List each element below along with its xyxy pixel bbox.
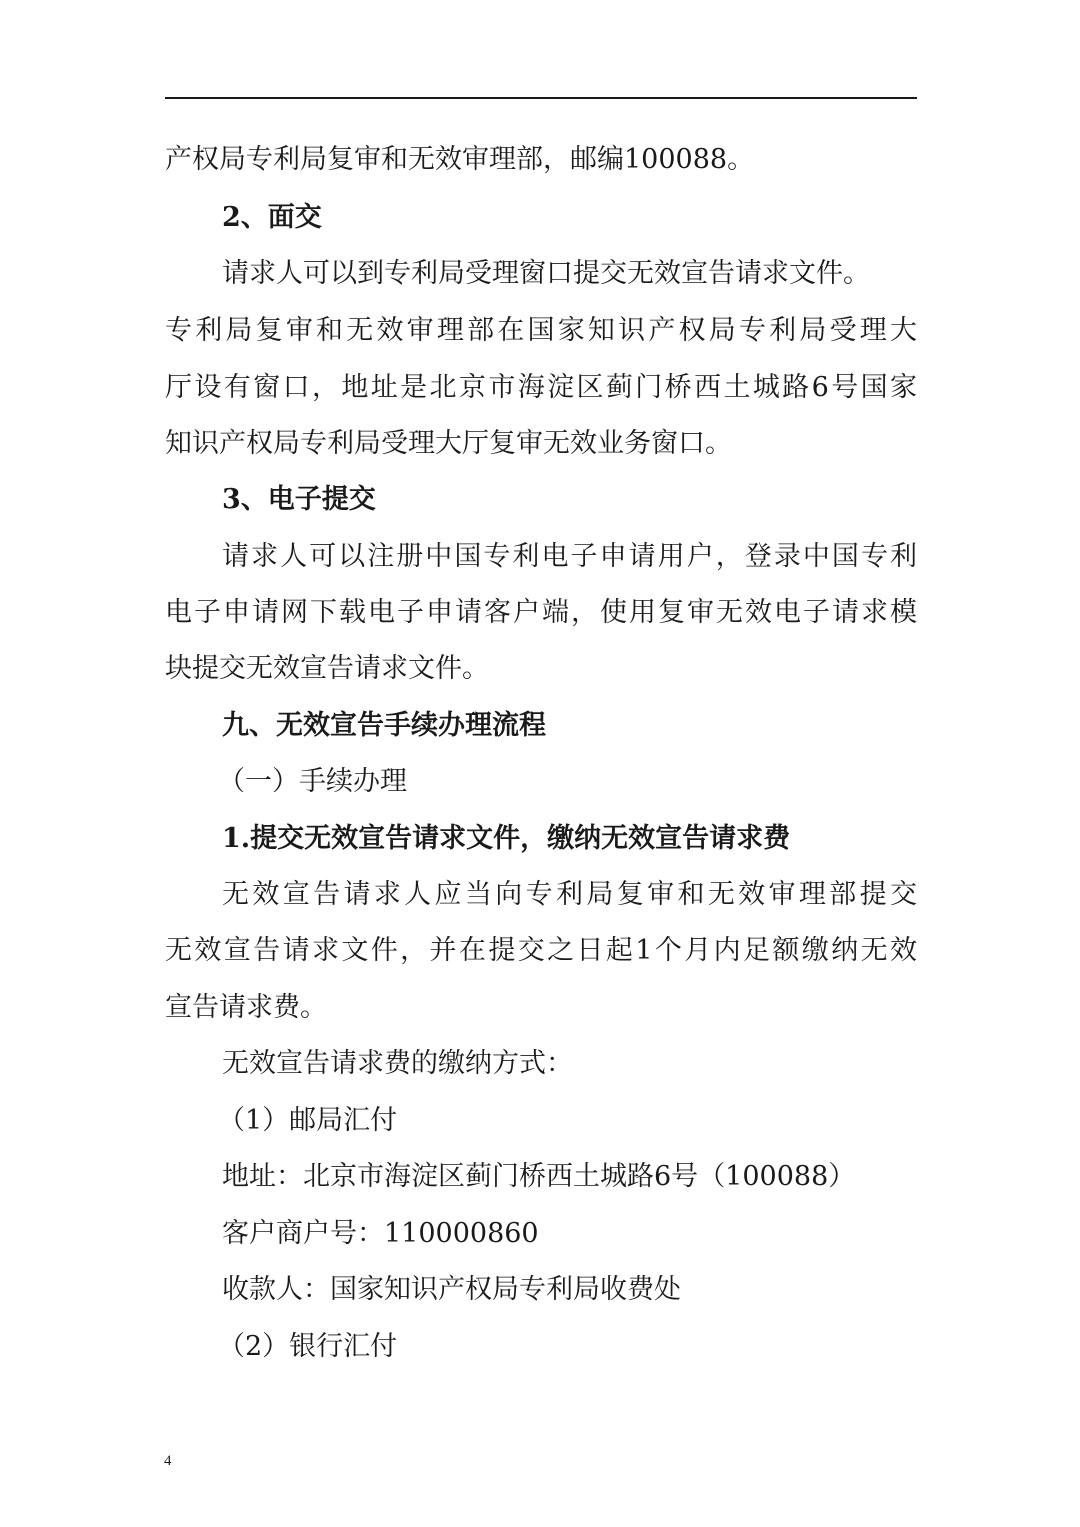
list-item-bank: （2）银行汇付	[218, 1331, 398, 1362]
paragraph-line: 请求人可以到专利局受理窗口提交无效宣告请求文件。	[222, 258, 870, 289]
header-rule	[165, 97, 917, 99]
paragraph-line: 电子申请网下载电子申请客户端，使用复审无效电子请求模	[165, 597, 917, 628]
list-item-post-office: （1）邮局汇付	[218, 1105, 398, 1136]
subheading-electronic: 3、电子提交	[222, 484, 376, 515]
paragraph-line: 无效宣告请求人应当向专利局复审和无效审理部提交	[222, 879, 917, 910]
paragraph-line: 请求人可以注册中国专利电子申请用户，登录中国专利	[222, 541, 917, 572]
address-line: 地址：北京市海淀区蓟门桥西土城路6号（100088）	[222, 1161, 856, 1192]
paragraph-line: 无效宣告请求费的缴纳方式：	[222, 1048, 573, 1079]
paragraph-line: 宣告请求费。	[165, 992, 327, 1023]
payee-line: 收款人：国家知识产权局专利局收费处	[222, 1274, 681, 1305]
paragraph-line: 产权局专利局复审和无效审理部，邮编100088。	[165, 144, 755, 175]
paragraph-line: 知识产权局专利局受理大厅复审无效业务窗口。	[165, 428, 732, 459]
page-number: 4	[164, 1453, 172, 1469]
item-heading: 1.提交无效宣告请求文件，缴纳无效宣告请求费	[222, 823, 791, 854]
paragraph-line: 厅设有窗口，地址是北京市海淀区蓟门桥西土城路6号国家	[165, 372, 917, 403]
paragraph-line: 专利局复审和无效审理部在国家知识产权局专利局受理大	[165, 315, 917, 346]
paragraph-line: 无效宣告请求文件，并在提交之日起1个月内足额缴纳无效	[165, 935, 917, 966]
paragraph-line: 块提交无效宣告请求文件。	[165, 653, 489, 684]
section-heading: 九、无效宣告手续办理流程	[222, 710, 546, 741]
merchant-number-line: 客户商户号：110000860	[222, 1218, 539, 1249]
subheading-in-person: 2、面交	[222, 202, 322, 233]
subsection-heading: （一）手续办理	[218, 766, 407, 797]
